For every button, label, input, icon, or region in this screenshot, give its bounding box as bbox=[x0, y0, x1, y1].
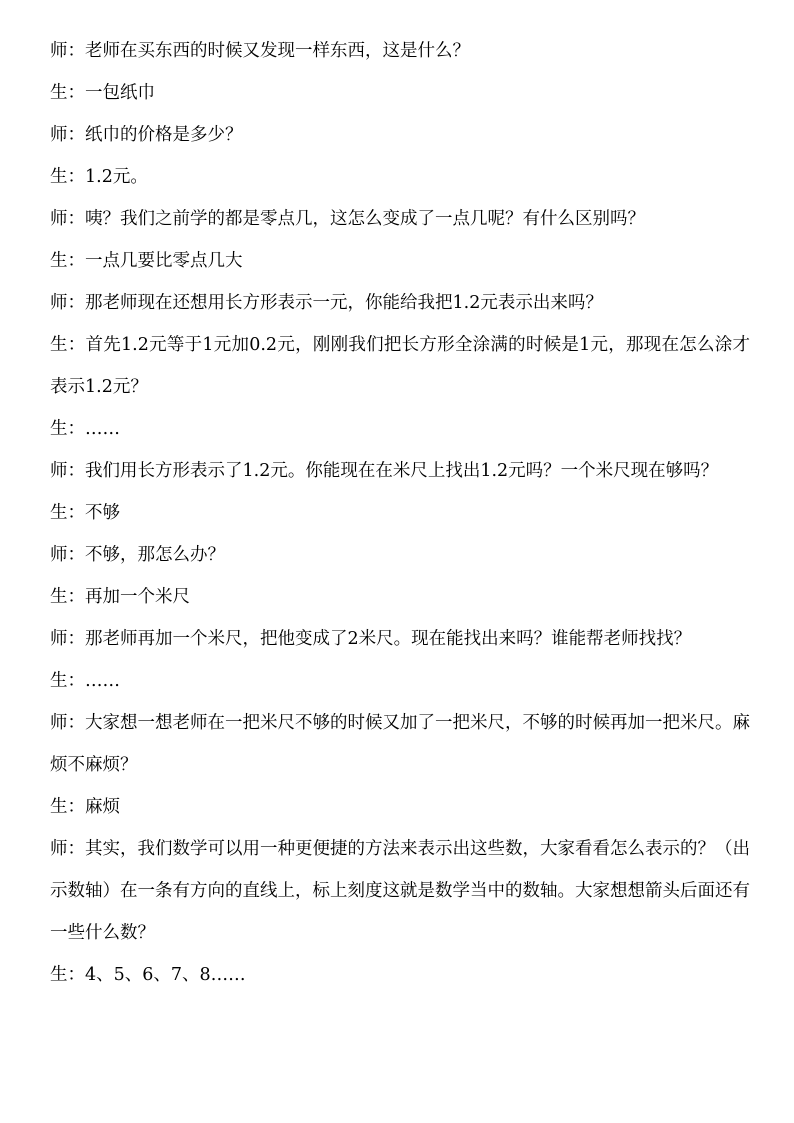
dialogue-line: 师：老师在买东西的时候又发现一样东西，这是什么？ bbox=[50, 41, 470, 61]
dialogue-line: 生：一点几要比零点几大 bbox=[50, 251, 243, 271]
dialogue-line: 生：首先1.2元等于1元加0.2元，刚刚我们把长方形全涂满的时候是1元，那现在怎么涂才表示1.2元？ bbox=[50, 335, 750, 397]
dialogue-line: 生：…… bbox=[50, 671, 120, 691]
dialogue-line: 生：一包纸巾 bbox=[50, 83, 155, 103]
dialogue-line: 师：那老师现在还想用长方形表示一元，你能给我把1.2元表示出来吗？ bbox=[50, 293, 603, 313]
dialogue-line: 生：1.2元。 bbox=[50, 167, 148, 187]
dialogue-line: 生：麻烦 bbox=[50, 797, 120, 817]
dialogue-line: 师：不够，那怎么办？ bbox=[50, 545, 225, 565]
dialogue-line: 师：咦？我们之前学的都是零点几，这怎么变成了一点几呢？有什么区别吗？ bbox=[50, 209, 645, 229]
dialogue-line: 生：再加一个米尺 bbox=[50, 587, 190, 607]
dialogue-line: 师：我们用长方形表示了1.2元。你能现在在米尺上找出1.2元吗？一个米尺现在够吗？ bbox=[50, 461, 719, 481]
document-page bbox=[50, 30, 750, 996]
dialogue-line: 师：大家想一想老师在一把米尺不够的时候又加了一把米尺，不够的时候再加一把米尺。麻烦不麻烦？ bbox=[50, 713, 750, 775]
dialogue-line: 师：其实，我们数学可以用一种更便捷的方法来表示出这些数，大家看看怎么表示的？（出示数轴）在一条有方向的直线上，标上刻度这就是数学当中的数轴。大家想想箭头后面还有一些什么数？ bbox=[50, 839, 750, 943]
dialogue-line: 师：纸巾的价格是多少？ bbox=[50, 125, 243, 145]
dialogue-line: 师：那老师再加一个米尺，把他变成了2米尺。现在能找出来吗？谁能帮老师找找？ bbox=[50, 629, 692, 649]
dialogue-line: 生：4、5、6、7、8…… bbox=[50, 965, 246, 985]
dialogue-line: 生：不够 bbox=[50, 503, 120, 523]
dialogue-line: 生：…… bbox=[50, 419, 120, 439]
